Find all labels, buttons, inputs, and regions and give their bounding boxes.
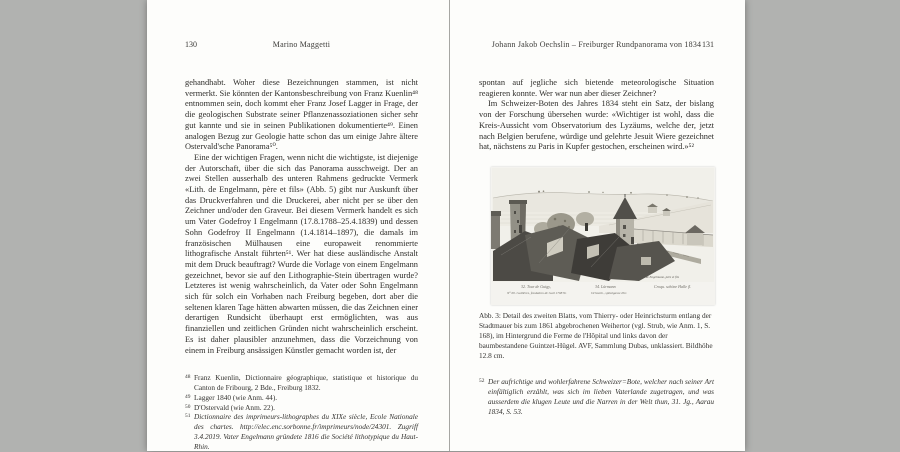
footnote-text: Lagger 1840 (wie Anm. 44). [194,392,278,402]
footnote [185,393,418,403]
page-number-left: 130 [185,40,197,49]
book-spread [147,0,745,451]
page-number-right: 131 [702,40,714,49]
footnote-number: 51 [185,413,191,420]
footnotes-right [479,377,714,416]
footnote-text: Der aufrichtige und wohlerfahrene Schweizer=Bote, welcher nach seiner Art einfältiglich erzählt, was sich im lieben Vaterlande zugetragen, und was ausserdem die klugen Leute und die Narren in der Welt thun, 31. Jg., Aarau 1834, S. 53. [488,377,714,416]
running-header-right [479,40,714,51]
paragraph: Eine der wichtigen Fragen, wenn nicht die wichtigste, ist diejenige der Autorschaft, über die sich das Panorama ausschweigt. Der an zwei Stellen ausserhalb des unteren Rahmens gedruckte Vermerk «Lith. de Engelmann, père et fils» (Abb. 5) gibt nur Auskunft über das Druckverfahren und die Druckerei, aber nicht per se über den Zeichner und/oder den Graveur. Bei diesem Vermerk handelt es sich um Vater Godefroy I Engelmann (17.8.1788–25.4.1839) und dessen Sohn Godefroy II Engelmann (1.4.1814–1897), die damals im französischen Mülhausen eine europaweit renommierte lithografische Anstalt führten⁵¹. Wer hat diese ausländische Anstalt mit dem Druck beauftragt? Wurde die Vorlage von einem Engelmann gezeichnet, bevor sie auf den Lithographie-Stein übertragen wurde? Letzteres ist wenig wahrscheinlich, da Vater oder Sohn Engelmann sich für solch ein Vorhaben nach Freiburg begeben, dort aber die seltenen klaren Tage hätten abwarten müssen, die das Zeichnen einer derartigen Rundsicht überhaupt erst ermöglichten, was aus finanziellen und zeitlichen Gründen nicht wahrscheinlich erscheint. Es ist daher plausibler anzunehmen, dass die Vorzeichnung von einem in Freiburg ansässigen Künstler gemacht worden ist, der [185,152,418,355]
handwritten-label: N° 60. Gallières, fondation de Gail 1708 W. [507,290,567,295]
paragraph: gehandhabt. Woher diese Bezeichnungen stammen, ist nicht vermerkt. Sie könnten der Kantonsbeschreibung von Franz Kuenlin⁴⁸ entnommen sein, doch kommt eher Franz Josef Lagger in Frage, der die geologischen Substrate seiner Pflanzenassoziationen sicher sehr gut kannte und sie in seinen Publikationen dokumentierte⁴⁹. Einen analogen Bezug zur Geologie hatte schon das um einige Jahre ältere Ostervald'sche Panorama⁵⁰. [185,78,418,152]
footnote [185,373,418,393]
figure-caption: Abb. 3: Detail des zweiten Blatts, vom Thierry- oder Heinrichsturm entlang der Stadtmauer bis zum 1861 abgebrochenen Weihertor (vgl. Strub, wie Anm. 1, S. 168), im Hintergrund die Ferme de l'Hôpital und links davon der baumbestandene Guintzet-Hügel. AVF, Sammlung Dubas, unklassiert. Bildhöhe 12.8 cm. [479,310,713,360]
footnote [185,403,418,413]
footnotes-left [185,373,418,451]
running-head-title: Johann Jakob Oechslin – Freiburger Rundpanorama von 1834 [491,40,702,49]
plate-credit-inscription: Lith. de Engelmann, père et fils [639,274,679,279]
figure-lithograph [491,167,715,305]
footnote [185,412,418,451]
handwritten-label: 34. Lürmann [595,283,616,289]
footnote-text: Dictionnaire des imprimeurs-lithographes du XIXe siècle, Ecole Nationale des chartes. http://elec.enc.sorbonne.fr/imprimeurs/node/24301. Zugriff 3.4.2019. Vater Engelmann gründete 1816 die Société lithotypique du Haut-Rhin. [194,412,418,451]
paragraph: Im Schweizer-Boten des Jahres 1834 steht ein Satz, der bislang von der Forschung übersehen wurde: «Wichtiger ist wohl, dass die Kreis-Aussicht vom Observatorium des Lyzäums, welche der, jetzt nach Belgien berufene, würdige und gelehrte Jesuit Wiere gezeichnet hat, nächstens zu Paris in Kupfer gestochen, erscheinen wird.»⁵² [479,99,714,152]
footnote-number: 52 [479,378,485,385]
footnote-text: D'Ostervald (wie Anm. 22). [194,402,275,412]
running-header-left [185,40,418,51]
body-text-left [185,78,418,356]
lithograph-image [491,167,715,305]
footnote-number: 49 [185,393,191,400]
running-head-author: Marino Maggetti [272,40,331,49]
handwritten-label: Croqu. schöne Halle fl. [654,283,692,289]
page-right [450,0,745,451]
footnote-text: Franz Kuenlin, Dictionnaire géographique, statistique et historique du Canton de Fribourg, 2 Bde., Freiburg 1832. [194,373,418,393]
page-left [147,0,450,451]
handwritten-label: 32. Tour de Guigy, [521,283,551,289]
footnote [479,377,714,416]
body-text-right [479,78,714,153]
handwritten-label: Ochsenb., spitalgasse Por. [591,290,627,295]
paragraph: spontan auf jegliche sich bietende meteorologische Situation reagieren konnte. Wer war nun aber dieser Zeichner? [479,78,714,98]
footnote-number: 50 [185,403,191,410]
footnote-number: 48 [185,374,191,381]
